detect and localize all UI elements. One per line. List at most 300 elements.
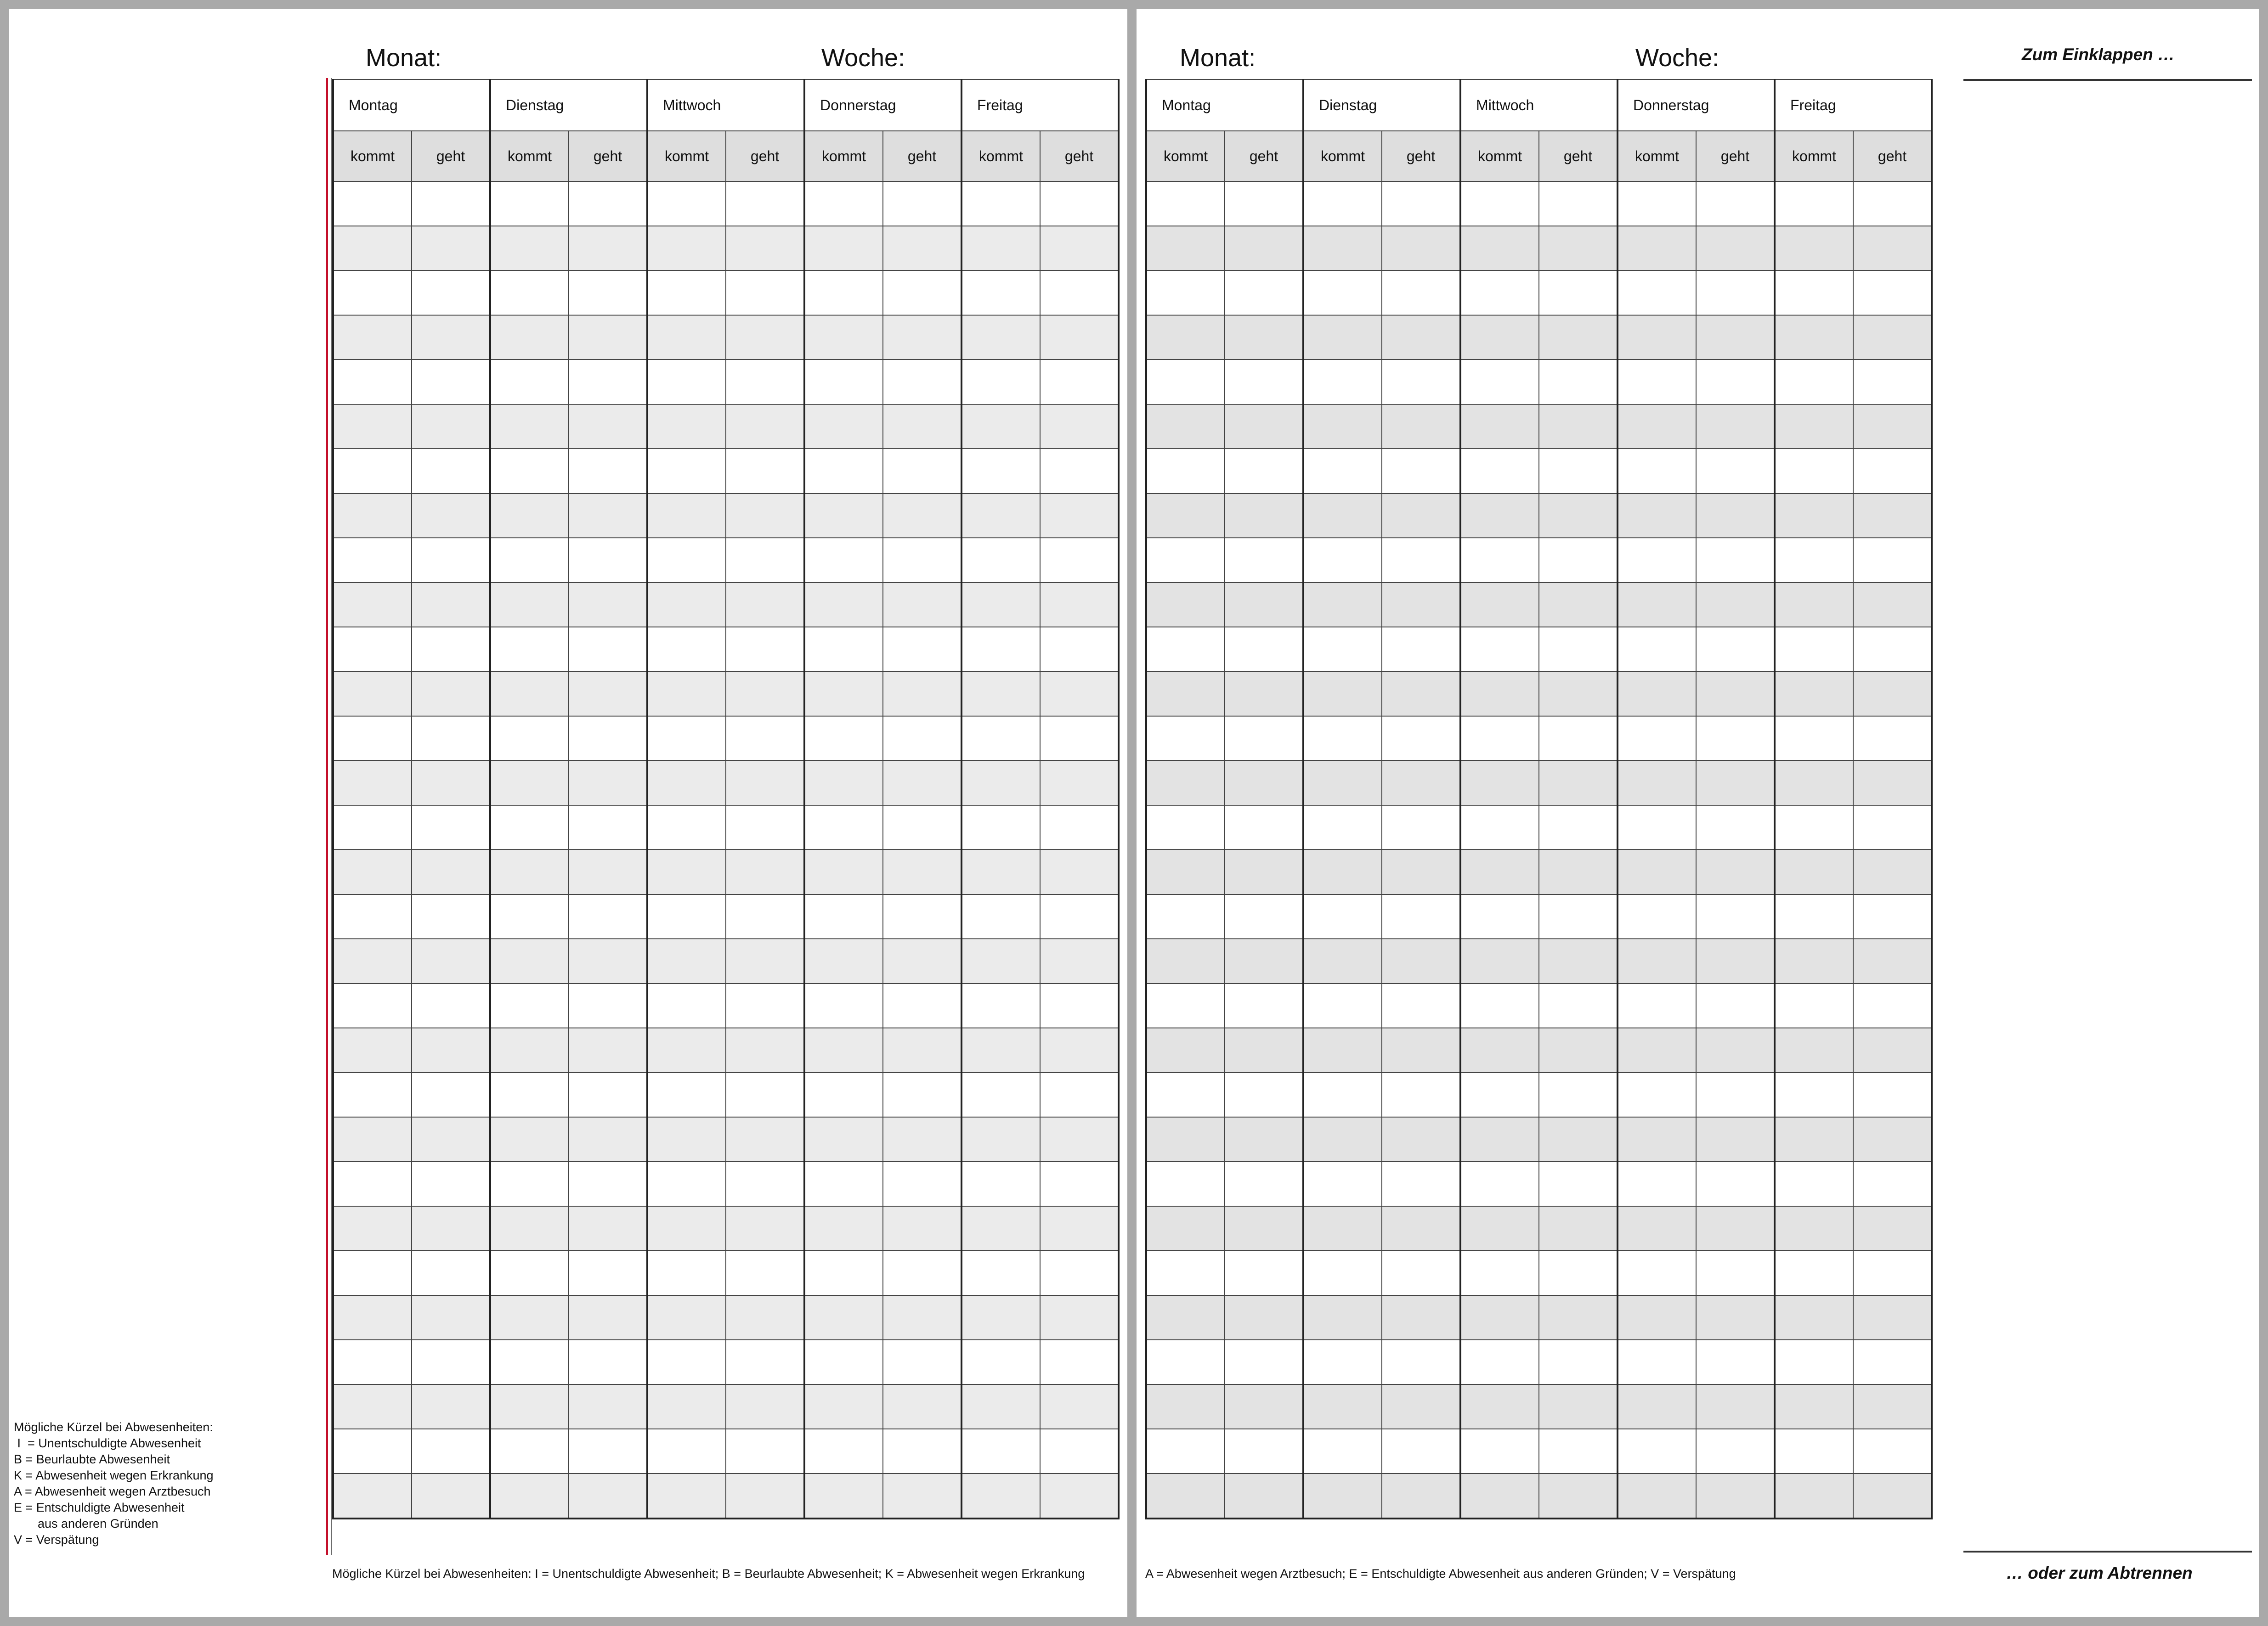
time-entry-cell[interactable] xyxy=(1040,315,1119,360)
time-entry-cell[interactable] xyxy=(804,716,883,761)
time-entry-cell[interactable] xyxy=(804,1429,883,1474)
time-entry-cell[interactable] xyxy=(1303,939,1382,983)
time-entry-cell[interactable] xyxy=(1040,672,1119,716)
time-entry-cell[interactable] xyxy=(1618,1117,1696,1162)
time-entry-cell[interactable] xyxy=(726,894,804,939)
time-entry-cell[interactable] xyxy=(1696,226,1775,271)
time-entry-cell[interactable] xyxy=(1539,939,1618,983)
time-entry-cell[interactable] xyxy=(1853,716,1932,761)
time-entry-cell[interactable] xyxy=(1040,493,1119,538)
time-entry-cell[interactable] xyxy=(1775,1340,1853,1384)
time-entry-cell[interactable] xyxy=(726,1028,804,1073)
time-entry-cell[interactable] xyxy=(961,1384,1040,1429)
time-entry-cell[interactable] xyxy=(1146,1162,1225,1206)
time-entry-cell[interactable] xyxy=(1460,271,1539,315)
time-entry-cell[interactable] xyxy=(804,761,883,805)
time-entry-cell[interactable] xyxy=(1225,1340,1303,1384)
time-entry-cell[interactable] xyxy=(1853,1384,1932,1429)
time-entry-cell[interactable] xyxy=(1853,315,1932,360)
time-entry-cell[interactable] xyxy=(1618,360,1696,404)
time-entry-cell[interactable] xyxy=(726,1384,804,1429)
time-entry-cell[interactable] xyxy=(726,271,804,315)
time-entry-cell[interactable] xyxy=(1853,538,1932,582)
time-entry-cell[interactable] xyxy=(333,939,412,983)
time-entry-cell[interactable] xyxy=(1040,181,1119,226)
time-entry-cell[interactable] xyxy=(1225,271,1303,315)
time-entry-cell[interactable] xyxy=(726,315,804,360)
time-entry-cell[interactable] xyxy=(961,894,1040,939)
time-entry-cell[interactable] xyxy=(1460,672,1539,716)
time-entry-cell[interactable] xyxy=(804,850,883,894)
time-entry-cell[interactable] xyxy=(1225,1384,1303,1429)
time-entry-cell[interactable] xyxy=(961,226,1040,271)
time-entry-cell[interactable] xyxy=(804,271,883,315)
time-entry-cell[interactable] xyxy=(1775,181,1853,226)
time-entry-cell[interactable] xyxy=(883,1117,961,1162)
time-entry-cell[interactable] xyxy=(1146,1429,1225,1474)
time-entry-cell[interactable] xyxy=(647,1384,726,1429)
time-entry-cell[interactable] xyxy=(569,1251,647,1295)
time-entry-cell[interactable] xyxy=(1853,1073,1932,1117)
time-entry-cell[interactable] xyxy=(1382,404,1460,449)
time-entry-cell[interactable] xyxy=(1460,761,1539,805)
time-entry-cell[interactable] xyxy=(333,493,412,538)
time-entry-cell[interactable] xyxy=(1696,1028,1775,1073)
time-entry-cell[interactable] xyxy=(961,1340,1040,1384)
time-entry-cell[interactable] xyxy=(569,1206,647,1251)
time-entry-cell[interactable] xyxy=(1618,1340,1696,1384)
time-entry-cell[interactable] xyxy=(1775,315,1853,360)
time-entry-cell[interactable] xyxy=(883,1295,961,1340)
time-entry-cell[interactable] xyxy=(490,1073,569,1117)
time-entry-cell[interactable] xyxy=(961,493,1040,538)
time-entry-cell[interactable] xyxy=(333,1028,412,1073)
time-entry-cell[interactable] xyxy=(569,983,647,1028)
time-entry-cell[interactable] xyxy=(804,1474,883,1519)
time-entry-cell[interactable] xyxy=(412,404,490,449)
time-entry-cell[interactable] xyxy=(1225,538,1303,582)
time-entry-cell[interactable] xyxy=(1382,181,1460,226)
time-entry-cell[interactable] xyxy=(1539,360,1618,404)
time-entry-cell[interactable] xyxy=(804,315,883,360)
time-entry-cell[interactable] xyxy=(569,1162,647,1206)
time-entry-cell[interactable] xyxy=(961,1117,1040,1162)
time-entry-cell[interactable] xyxy=(1775,1295,1853,1340)
time-entry-cell[interactable] xyxy=(333,716,412,761)
time-entry-cell[interactable] xyxy=(1382,315,1460,360)
time-entry-cell[interactable] xyxy=(1775,582,1853,627)
time-entry-cell[interactable] xyxy=(1696,1384,1775,1429)
time-entry-cell[interactable] xyxy=(1303,404,1382,449)
time-entry-cell[interactable] xyxy=(647,1162,726,1206)
time-entry-cell[interactable] xyxy=(1382,805,1460,850)
time-entry-cell[interactable] xyxy=(1696,1117,1775,1162)
time-entry-cell[interactable] xyxy=(490,894,569,939)
time-entry-cell[interactable] xyxy=(1696,939,1775,983)
time-entry-cell[interactable] xyxy=(1853,493,1932,538)
time-entry-cell[interactable] xyxy=(569,226,647,271)
time-entry-cell[interactable] xyxy=(726,983,804,1028)
time-entry-cell[interactable] xyxy=(804,360,883,404)
time-entry-cell[interactable] xyxy=(804,805,883,850)
time-entry-cell[interactable] xyxy=(1146,493,1225,538)
time-entry-cell[interactable] xyxy=(569,538,647,582)
time-entry-cell[interactable] xyxy=(490,181,569,226)
time-entry-cell[interactable] xyxy=(490,271,569,315)
time-entry-cell[interactable] xyxy=(1853,1340,1932,1384)
time-entry-cell[interactable] xyxy=(1853,404,1932,449)
time-entry-cell[interactable] xyxy=(1618,1028,1696,1073)
time-entry-cell[interactable] xyxy=(333,538,412,582)
time-entry-cell[interactable] xyxy=(333,360,412,404)
time-entry-cell[interactable] xyxy=(1146,1028,1225,1073)
time-entry-cell[interactable] xyxy=(1303,1206,1382,1251)
time-entry-cell[interactable] xyxy=(1225,404,1303,449)
time-entry-cell[interactable] xyxy=(1539,894,1618,939)
time-entry-cell[interactable] xyxy=(1040,271,1119,315)
time-entry-cell[interactable] xyxy=(961,939,1040,983)
time-entry-cell[interactable] xyxy=(412,1251,490,1295)
time-entry-cell[interactable] xyxy=(883,1028,961,1073)
time-entry-cell[interactable] xyxy=(1146,360,1225,404)
time-entry-cell[interactable] xyxy=(1853,1028,1932,1073)
time-entry-cell[interactable] xyxy=(1225,1162,1303,1206)
time-entry-cell[interactable] xyxy=(1040,1251,1119,1295)
time-entry-cell[interactable] xyxy=(1146,983,1225,1028)
time-entry-cell[interactable] xyxy=(1146,404,1225,449)
time-entry-cell[interactable] xyxy=(647,983,726,1028)
time-entry-cell[interactable] xyxy=(569,850,647,894)
time-entry-cell[interactable] xyxy=(1853,1429,1932,1474)
time-entry-cell[interactable] xyxy=(1618,672,1696,716)
time-entry-cell[interactable] xyxy=(569,1384,647,1429)
time-entry-cell[interactable] xyxy=(1775,1251,1853,1295)
time-entry-cell[interactable] xyxy=(647,716,726,761)
time-entry-cell[interactable] xyxy=(961,1251,1040,1295)
time-entry-cell[interactable] xyxy=(490,449,569,493)
time-entry-cell[interactable] xyxy=(569,582,647,627)
time-entry-cell[interactable] xyxy=(1460,1295,1539,1340)
time-entry-cell[interactable] xyxy=(726,404,804,449)
time-entry-cell[interactable] xyxy=(333,1073,412,1117)
time-entry-cell[interactable] xyxy=(647,538,726,582)
time-entry-cell[interactable] xyxy=(569,1429,647,1474)
time-entry-cell[interactable] xyxy=(726,1251,804,1295)
time-entry-cell[interactable] xyxy=(804,404,883,449)
time-entry-cell[interactable] xyxy=(961,1206,1040,1251)
time-entry-cell[interactable] xyxy=(1618,939,1696,983)
time-entry-cell[interactable] xyxy=(1775,1206,1853,1251)
time-entry-cell[interactable] xyxy=(1539,538,1618,582)
time-entry-cell[interactable] xyxy=(569,1028,647,1073)
time-entry-cell[interactable] xyxy=(647,1340,726,1384)
time-entry-cell[interactable] xyxy=(726,850,804,894)
time-entry-cell[interactable] xyxy=(1775,716,1853,761)
time-entry-cell[interactable] xyxy=(961,271,1040,315)
time-entry-cell[interactable] xyxy=(490,493,569,538)
time-entry-cell[interactable] xyxy=(961,850,1040,894)
time-entry-cell[interactable] xyxy=(1303,1028,1382,1073)
time-entry-cell[interactable] xyxy=(726,1206,804,1251)
time-entry-cell[interactable] xyxy=(1618,850,1696,894)
time-entry-cell[interactable] xyxy=(647,850,726,894)
time-entry-cell[interactable] xyxy=(1696,627,1775,672)
time-entry-cell[interactable] xyxy=(1146,1251,1225,1295)
time-entry-cell[interactable] xyxy=(1853,1162,1932,1206)
time-entry-cell[interactable] xyxy=(1539,1429,1618,1474)
time-entry-cell[interactable] xyxy=(961,672,1040,716)
time-entry-cell[interactable] xyxy=(412,627,490,672)
time-entry-cell[interactable] xyxy=(1539,271,1618,315)
time-entry-cell[interactable] xyxy=(1303,449,1382,493)
time-entry-cell[interactable] xyxy=(1853,1117,1932,1162)
time-entry-cell[interactable] xyxy=(1460,1028,1539,1073)
time-entry-cell[interactable] xyxy=(490,939,569,983)
time-entry-cell[interactable] xyxy=(726,672,804,716)
time-entry-cell[interactable] xyxy=(883,226,961,271)
time-entry-cell[interactable] xyxy=(647,315,726,360)
time-entry-cell[interactable] xyxy=(726,493,804,538)
time-entry-cell[interactable] xyxy=(1040,1384,1119,1429)
time-entry-cell[interactable] xyxy=(490,983,569,1028)
time-entry-cell[interactable] xyxy=(726,582,804,627)
time-entry-cell[interactable] xyxy=(1146,939,1225,983)
time-entry-cell[interactable] xyxy=(726,181,804,226)
time-entry-cell[interactable] xyxy=(647,493,726,538)
time-entry-cell[interactable] xyxy=(1696,672,1775,716)
time-entry-cell[interactable] xyxy=(1040,538,1119,582)
time-entry-cell[interactable] xyxy=(726,939,804,983)
time-entry-cell[interactable] xyxy=(1146,805,1225,850)
time-entry-cell[interactable] xyxy=(647,627,726,672)
time-entry-cell[interactable] xyxy=(1853,449,1932,493)
time-entry-cell[interactable] xyxy=(333,761,412,805)
time-entry-cell[interactable] xyxy=(1539,1251,1618,1295)
time-entry-cell[interactable] xyxy=(1040,850,1119,894)
time-entry-cell[interactable] xyxy=(883,1340,961,1384)
time-entry-cell[interactable] xyxy=(726,1474,804,1519)
time-entry-cell[interactable] xyxy=(1146,672,1225,716)
time-entry-cell[interactable] xyxy=(1040,1028,1119,1073)
time-entry-cell[interactable] xyxy=(333,404,412,449)
time-entry-cell[interactable] xyxy=(1696,1073,1775,1117)
time-entry-cell[interactable] xyxy=(1696,449,1775,493)
time-entry-cell[interactable] xyxy=(1775,1474,1853,1519)
time-entry-cell[interactable] xyxy=(804,672,883,716)
time-entry-cell[interactable] xyxy=(961,1073,1040,1117)
time-entry-cell[interactable] xyxy=(1382,1340,1460,1384)
time-entry-cell[interactable] xyxy=(883,582,961,627)
time-entry-cell[interactable] xyxy=(333,1429,412,1474)
time-entry-cell[interactable] xyxy=(1460,582,1539,627)
time-entry-cell[interactable] xyxy=(1225,1117,1303,1162)
time-entry-cell[interactable] xyxy=(804,1251,883,1295)
time-entry-cell[interactable] xyxy=(1225,1474,1303,1519)
time-entry-cell[interactable] xyxy=(412,716,490,761)
time-entry-cell[interactable] xyxy=(1303,1384,1382,1429)
time-entry-cell[interactable] xyxy=(569,894,647,939)
time-entry-cell[interactable] xyxy=(490,360,569,404)
time-entry-cell[interactable] xyxy=(1775,1117,1853,1162)
time-entry-cell[interactable] xyxy=(1775,493,1853,538)
time-entry-cell[interactable] xyxy=(1775,404,1853,449)
time-entry-cell[interactable] xyxy=(1460,315,1539,360)
time-entry-cell[interactable] xyxy=(1225,1028,1303,1073)
time-entry-cell[interactable] xyxy=(647,939,726,983)
time-entry-cell[interactable] xyxy=(1040,1340,1119,1384)
time-entry-cell[interactable] xyxy=(490,226,569,271)
time-entry-cell[interactable] xyxy=(1460,983,1539,1028)
time-entry-cell[interactable] xyxy=(961,538,1040,582)
time-entry-cell[interactable] xyxy=(1853,761,1932,805)
time-entry-cell[interactable] xyxy=(1618,226,1696,271)
time-entry-cell[interactable] xyxy=(1853,939,1932,983)
time-entry-cell[interactable] xyxy=(1040,1429,1119,1474)
time-entry-cell[interactable] xyxy=(1539,1295,1618,1340)
time-entry-cell[interactable] xyxy=(1460,850,1539,894)
time-entry-cell[interactable] xyxy=(1775,1028,1853,1073)
time-entry-cell[interactable] xyxy=(647,1206,726,1251)
time-entry-cell[interactable] xyxy=(333,627,412,672)
time-entry-cell[interactable] xyxy=(1775,1429,1853,1474)
time-entry-cell[interactable] xyxy=(1146,1206,1225,1251)
time-entry-cell[interactable] xyxy=(1303,805,1382,850)
time-entry-cell[interactable] xyxy=(883,1429,961,1474)
time-entry-cell[interactable] xyxy=(1696,271,1775,315)
time-entry-cell[interactable] xyxy=(333,850,412,894)
time-entry-cell[interactable] xyxy=(1775,894,1853,939)
time-entry-cell[interactable] xyxy=(412,939,490,983)
time-entry-cell[interactable] xyxy=(1775,939,1853,983)
time-entry-cell[interactable] xyxy=(1696,538,1775,582)
time-entry-cell[interactable] xyxy=(883,1474,961,1519)
time-entry-cell[interactable] xyxy=(804,1295,883,1340)
time-entry-cell[interactable] xyxy=(804,983,883,1028)
time-entry-cell[interactable] xyxy=(1853,271,1932,315)
time-entry-cell[interactable] xyxy=(1040,404,1119,449)
time-entry-cell[interactable] xyxy=(1696,404,1775,449)
time-entry-cell[interactable] xyxy=(1539,627,1618,672)
time-entry-cell[interactable] xyxy=(1618,449,1696,493)
time-entry-cell[interactable] xyxy=(726,1429,804,1474)
time-entry-cell[interactable] xyxy=(1775,1073,1853,1117)
time-entry-cell[interactable] xyxy=(412,761,490,805)
time-entry-cell[interactable] xyxy=(804,1028,883,1073)
time-entry-cell[interactable] xyxy=(1146,1474,1225,1519)
time-entry-cell[interactable] xyxy=(1303,181,1382,226)
time-entry-cell[interactable] xyxy=(1303,672,1382,716)
time-entry-cell[interactable] xyxy=(1225,627,1303,672)
time-entry-cell[interactable] xyxy=(412,1340,490,1384)
time-entry-cell[interactable] xyxy=(647,672,726,716)
time-entry-cell[interactable] xyxy=(647,404,726,449)
time-entry-cell[interactable] xyxy=(1539,1384,1618,1429)
time-entry-cell[interactable] xyxy=(647,1251,726,1295)
time-entry-cell[interactable] xyxy=(333,1340,412,1384)
time-entry-cell[interactable] xyxy=(1146,1384,1225,1429)
time-entry-cell[interactable] xyxy=(961,805,1040,850)
time-entry-cell[interactable] xyxy=(1539,1474,1618,1519)
time-entry-cell[interactable] xyxy=(1040,805,1119,850)
time-entry-cell[interactable] xyxy=(1303,1340,1382,1384)
time-entry-cell[interactable] xyxy=(1225,1295,1303,1340)
time-entry-cell[interactable] xyxy=(1853,1206,1932,1251)
time-entry-cell[interactable] xyxy=(490,1251,569,1295)
time-entry-cell[interactable] xyxy=(490,538,569,582)
time-entry-cell[interactable] xyxy=(1382,1206,1460,1251)
time-entry-cell[interactable] xyxy=(1146,449,1225,493)
time-entry-cell[interactable] xyxy=(883,493,961,538)
time-entry-cell[interactable] xyxy=(412,1073,490,1117)
time-entry-cell[interactable] xyxy=(1225,1251,1303,1295)
time-entry-cell[interactable] xyxy=(1146,1073,1225,1117)
time-entry-cell[interactable] xyxy=(1040,582,1119,627)
time-entry-cell[interactable] xyxy=(883,1384,961,1429)
time-entry-cell[interactable] xyxy=(1539,850,1618,894)
time-entry-cell[interactable] xyxy=(1460,1384,1539,1429)
time-entry-cell[interactable] xyxy=(1225,1073,1303,1117)
time-entry-cell[interactable] xyxy=(883,181,961,226)
time-entry-cell[interactable] xyxy=(1382,983,1460,1028)
time-entry-cell[interactable] xyxy=(1225,360,1303,404)
time-entry-cell[interactable] xyxy=(1303,716,1382,761)
time-entry-cell[interactable] xyxy=(1146,582,1225,627)
time-entry-cell[interactable] xyxy=(1618,1073,1696,1117)
time-entry-cell[interactable] xyxy=(1040,761,1119,805)
time-entry-cell[interactable] xyxy=(1382,850,1460,894)
time-entry-cell[interactable] xyxy=(569,1295,647,1340)
time-entry-cell[interactable] xyxy=(1303,315,1382,360)
time-entry-cell[interactable] xyxy=(961,181,1040,226)
time-entry-cell[interactable] xyxy=(412,1295,490,1340)
time-entry-cell[interactable] xyxy=(412,1474,490,1519)
time-entry-cell[interactable] xyxy=(804,1117,883,1162)
time-entry-cell[interactable] xyxy=(569,761,647,805)
time-entry-cell[interactable] xyxy=(1146,627,1225,672)
time-entry-cell[interactable] xyxy=(1618,1429,1696,1474)
time-entry-cell[interactable] xyxy=(569,1073,647,1117)
time-entry-cell[interactable] xyxy=(1382,1028,1460,1073)
time-entry-cell[interactable] xyxy=(1775,449,1853,493)
time-entry-cell[interactable] xyxy=(333,449,412,493)
time-entry-cell[interactable] xyxy=(569,449,647,493)
time-entry-cell[interactable] xyxy=(1303,360,1382,404)
time-entry-cell[interactable] xyxy=(1618,627,1696,672)
time-entry-cell[interactable] xyxy=(1303,226,1382,271)
time-entry-cell[interactable] xyxy=(569,805,647,850)
time-entry-cell[interactable] xyxy=(804,449,883,493)
time-entry-cell[interactable] xyxy=(1225,1429,1303,1474)
time-entry-cell[interactable] xyxy=(883,716,961,761)
time-entry-cell[interactable] xyxy=(1539,672,1618,716)
time-entry-cell[interactable] xyxy=(1853,1295,1932,1340)
time-entry-cell[interactable] xyxy=(804,1384,883,1429)
time-entry-cell[interactable] xyxy=(1775,983,1853,1028)
time-entry-cell[interactable] xyxy=(1303,1162,1382,1206)
time-entry-cell[interactable] xyxy=(490,805,569,850)
time-entry-cell[interactable] xyxy=(726,1073,804,1117)
time-entry-cell[interactable] xyxy=(569,360,647,404)
time-entry-cell[interactable] xyxy=(1539,181,1618,226)
time-entry-cell[interactable] xyxy=(1853,181,1932,226)
time-entry-cell[interactable] xyxy=(647,1295,726,1340)
time-entry-cell[interactable] xyxy=(333,1251,412,1295)
time-entry-cell[interactable] xyxy=(1225,449,1303,493)
time-entry-cell[interactable] xyxy=(726,1340,804,1384)
time-entry-cell[interactable] xyxy=(647,271,726,315)
time-entry-cell[interactable] xyxy=(1040,226,1119,271)
time-entry-cell[interactable] xyxy=(1618,1474,1696,1519)
